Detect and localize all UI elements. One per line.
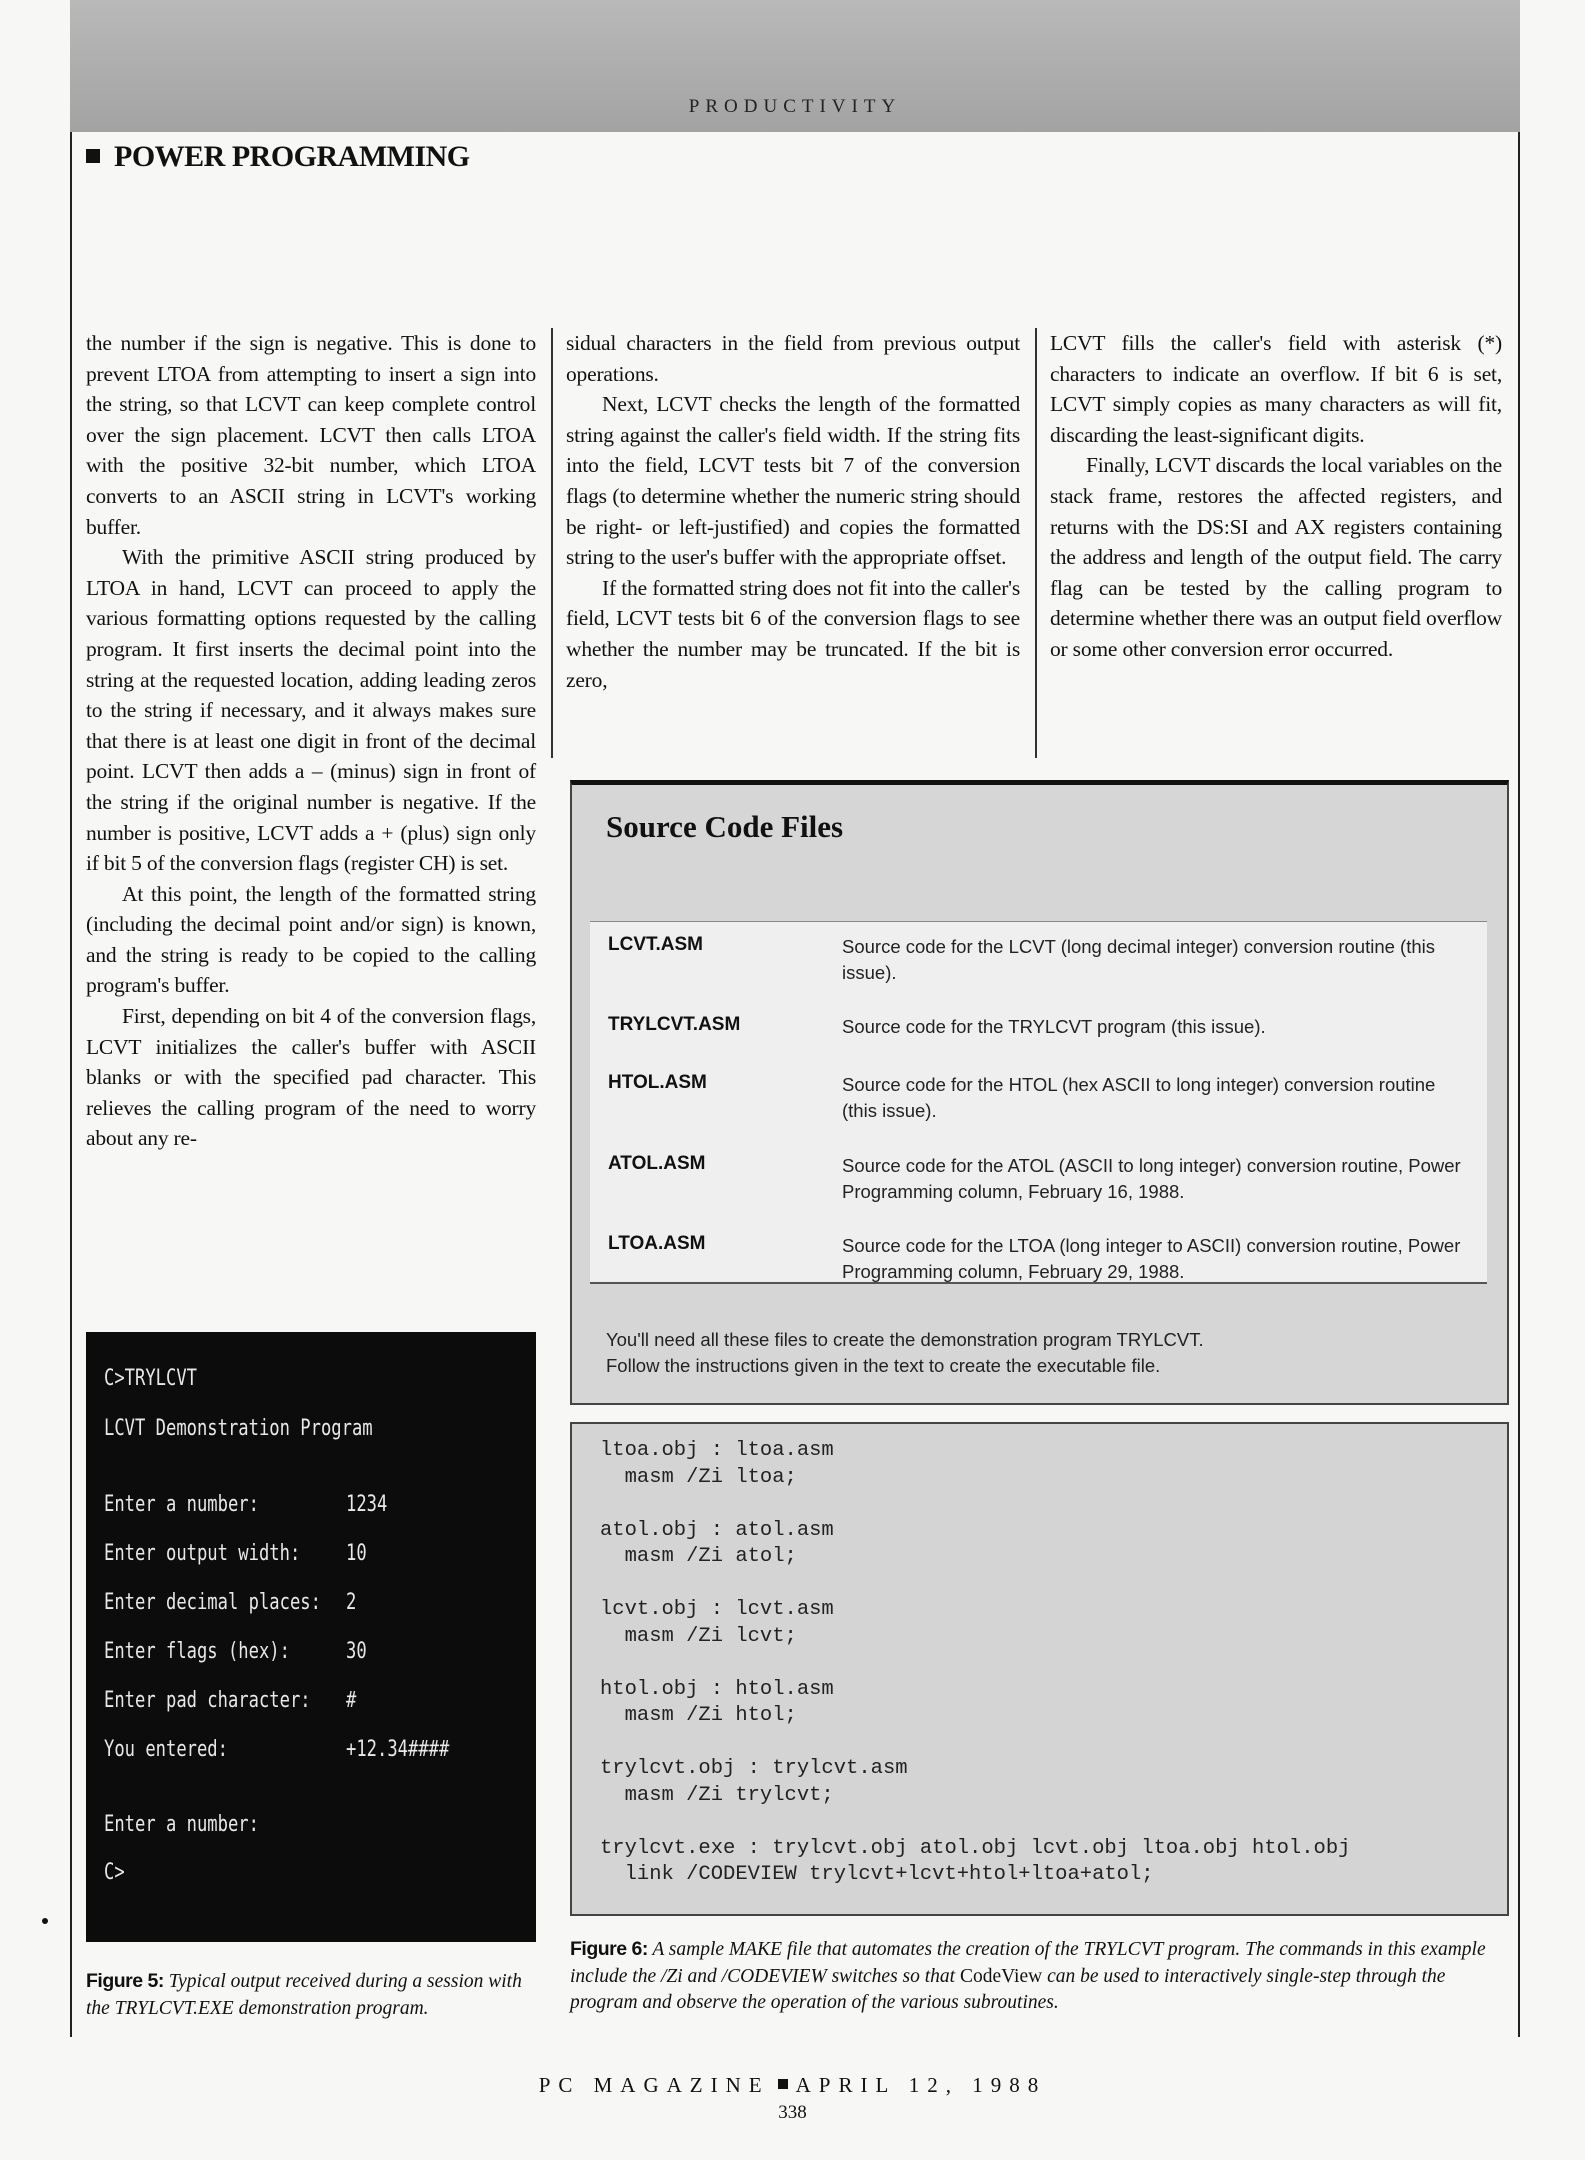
paragraph: the number if the sign is negative. This is done to prevent LTOA from attempting to insert a sign into the string, so that LCVT can keep complete control over the sign placement. LCVT then calls LTOA with the positive 32-bit number, which LTOA converts to an ASCII string in LCVT's working buffer. xyxy=(86,331,536,539)
make-line: masm /Zi atol; xyxy=(624,1545,797,1568)
note-line: You'll need all these files to create the demonstration program TRYLCVT. xyxy=(606,1329,1204,1350)
right-rule xyxy=(1518,132,1520,2037)
file-description: Source code for the HTOL (hex ASCII to long integer) conversion routine (this issue). xyxy=(842,1074,1436,1121)
stray-dot xyxy=(42,1918,48,1924)
file-description: Source code for the LCVT (long decimal integer) conversion routine (this issue). xyxy=(842,936,1435,983)
make-line: link /CODEVIEW trylcvt+lcvt+htol+ltoa+atol; xyxy=(600,1863,1154,1886)
figure-5-caption xyxy=(86,1968,546,2022)
note-line: Follow the instructions given in the text to create the executable file. xyxy=(606,1355,1161,1376)
file-name: TRYLCVT.ASM xyxy=(608,1014,741,1035)
screen-row-label: You entered: xyxy=(104,1737,228,1762)
footer xyxy=(0,2073,1585,2098)
figure-6-caption xyxy=(570,1936,1505,2017)
make-file-box xyxy=(570,1422,1509,1916)
column-divider xyxy=(551,328,553,758)
left-rule xyxy=(70,132,72,2037)
paragraph: LCVT fills the caller's field with asterisk (*) characters to indicate an overflow. If bit 6 is set, LCVT simply copies as many characters as will fit, discarding the least-significant digits. xyxy=(1050,331,1502,447)
paragraph: With the primitive ASCII string produced by LTOA in hand, LCVT can proceed to apply the various formatting options requested by the calling program. It first inserts the decimal point into the string at the requested location, adding leading zeros to the string if necessary, and it always makes sure that there is at least one digit in front of the decimal point. LCVT then adds a – (minus) sign in front of the string if the original number is negative. If the number is positive, LCVT adds a + (plus) sign only if bit 5 of the conversion flags (register CH) is set. xyxy=(86,545,536,876)
bullet-icon xyxy=(86,149,100,163)
section-title-text: POWER PROGRAMMING xyxy=(114,140,470,173)
make-line: trylcvt.exe : trylcvt.obj atol.obj lcvt.obj ltoa.obj htol.obj xyxy=(600,1836,1351,1860)
make-line: trylcvt.obj : trylcvt.asm xyxy=(600,1757,908,1780)
paragraph: First, depending on bit 4 of the conversion flags, LCVT initializes the caller's buffer with ASCII blanks or with the specified pad character. This relieves the calling program of the need to worry about any re- xyxy=(86,1004,536,1151)
screen-cursor-prompt: C> xyxy=(104,1860,125,1885)
figure-6-text: A sample MAKE file that automates the creation of the TRYLCVT program. The commands in this example include the /Zi and /CODEVIEW switches so that xyxy=(570,1939,1486,1987)
screen-row-label: Enter output width: xyxy=(104,1541,301,1566)
footer-date: APRIL 12, 1988 xyxy=(795,2073,1047,2097)
screen-command: C>TRYLCVT xyxy=(104,1366,197,1391)
screen-row-value: 1234 xyxy=(346,1492,388,1517)
paragraph: If the formatted string does not fit into the caller's field, LCVT tests bit 6 of the conversion flags to see whether the number may be truncated. If the bit is zero, xyxy=(566,575,1020,692)
make-line: masm /Zi lcvt; xyxy=(624,1624,797,1648)
screen-row-label: Enter a number: xyxy=(104,1492,259,1517)
paragraph: At this point, the length of the formatted string (including the decimal point and/or sign) is known, and the string is ready to be copied to the calling program's buffer. xyxy=(86,881,536,998)
column-2 xyxy=(566,328,1020,695)
screen-row-label: Enter pad character: xyxy=(104,1688,311,1713)
paragraph: Finally, LCVT discards the local variables on the stack frame, restores the affected registers, and returns with the DS:SI and AX registers containing the address and length of the output field. The carry flag can be tested by the calling program to determine whether there was an output field overflow or some other conversion error occurred. xyxy=(1050,453,1502,661)
column-1 xyxy=(86,328,536,1154)
terminal-screen xyxy=(86,1332,536,1942)
make-line: atol.obj : atol.asm xyxy=(600,1518,834,1542)
make-file-code xyxy=(600,1438,1350,1889)
make-line: htol.obj : htol.asm xyxy=(600,1677,834,1701)
section-title xyxy=(86,140,470,174)
make-line: lcvt.obj : lcvt.asm xyxy=(600,1598,834,1621)
file-description: Source code for the ATOL (ASCII to long integer) conversion routine, Power Programming column, February 16, 1988. xyxy=(842,1155,1461,1202)
screen-row-value: 2 xyxy=(346,1590,357,1615)
screen-row-value: +12.34#### xyxy=(346,1737,450,1762)
file-name: HTOL.ASM xyxy=(608,1072,707,1093)
page-number: 338 xyxy=(778,2102,807,2123)
source-files-table xyxy=(590,921,1487,1284)
figure-6-text: can be used to interactively single-step through the program and observe the operation of the various subroutines. xyxy=(570,1965,1446,2013)
column-divider xyxy=(1035,328,1037,758)
paragraph: sidual characters in the field from previous output operations. xyxy=(566,331,1020,386)
figure-6-codeview: CodeView xyxy=(959,1965,1043,1987)
screen-row-label: Enter decimal places: xyxy=(104,1590,321,1615)
footer-magazine: PC MAGAZINE xyxy=(538,2073,770,2097)
make-line: ltoa.obj : ltoa.asm xyxy=(600,1439,834,1462)
file-name: ATOL.ASM xyxy=(608,1153,706,1174)
file-description: Source code for the TRYLCVT program (this issue). xyxy=(842,1016,1266,1037)
make-line: masm /Zi trylcvt; xyxy=(624,1783,834,1807)
file-name: LTOA.ASM xyxy=(608,1233,706,1254)
source-box-title: Source Code Files xyxy=(606,809,844,844)
column-3 xyxy=(1050,328,1502,665)
figure-5-label: Figure 5: xyxy=(86,1970,164,1992)
figure-6-label: Figure 6: xyxy=(570,1938,648,1960)
source-code-files-box xyxy=(570,780,1509,1405)
screen-row-value: # xyxy=(346,1688,357,1713)
header-label: PRODUCTIVITY xyxy=(688,96,902,117)
screen-row-value: 10 xyxy=(346,1541,367,1566)
header-band xyxy=(70,0,1520,132)
make-line: masm /Zi htol; xyxy=(624,1704,797,1727)
file-description: Source code for the LTOA (long integer to ASCII) conversion routine, Power Programming column, February 29, 1988. xyxy=(842,1235,1461,1282)
footer-bullet-icon xyxy=(778,2079,788,2089)
source-box-note xyxy=(606,1327,1466,1379)
screen-row-value: 30 xyxy=(346,1639,367,1664)
screen-title: LCVT Demonstration Program xyxy=(104,1416,373,1441)
figure-5-text: Typical output received during a session with the TRYLCVT.EXE demonstration program. xyxy=(86,1971,522,2019)
screen-last-prompt: Enter a number: xyxy=(104,1812,259,1837)
paragraph: Next, LCVT checks the length of the formatted string against the caller's field width. If the string fits into the field, LCVT tests bit 7 of the conversion flags (to determine whether the numeric string should be right- or left-justified) and copies the formatted string to the user's buffer with the appropriate offset. xyxy=(566,392,1020,570)
screen-row-label: Enter flags (hex): xyxy=(104,1639,290,1664)
make-line: masm /Zi ltoa; xyxy=(624,1465,797,1489)
file-name: LCVT.ASM xyxy=(608,934,703,955)
